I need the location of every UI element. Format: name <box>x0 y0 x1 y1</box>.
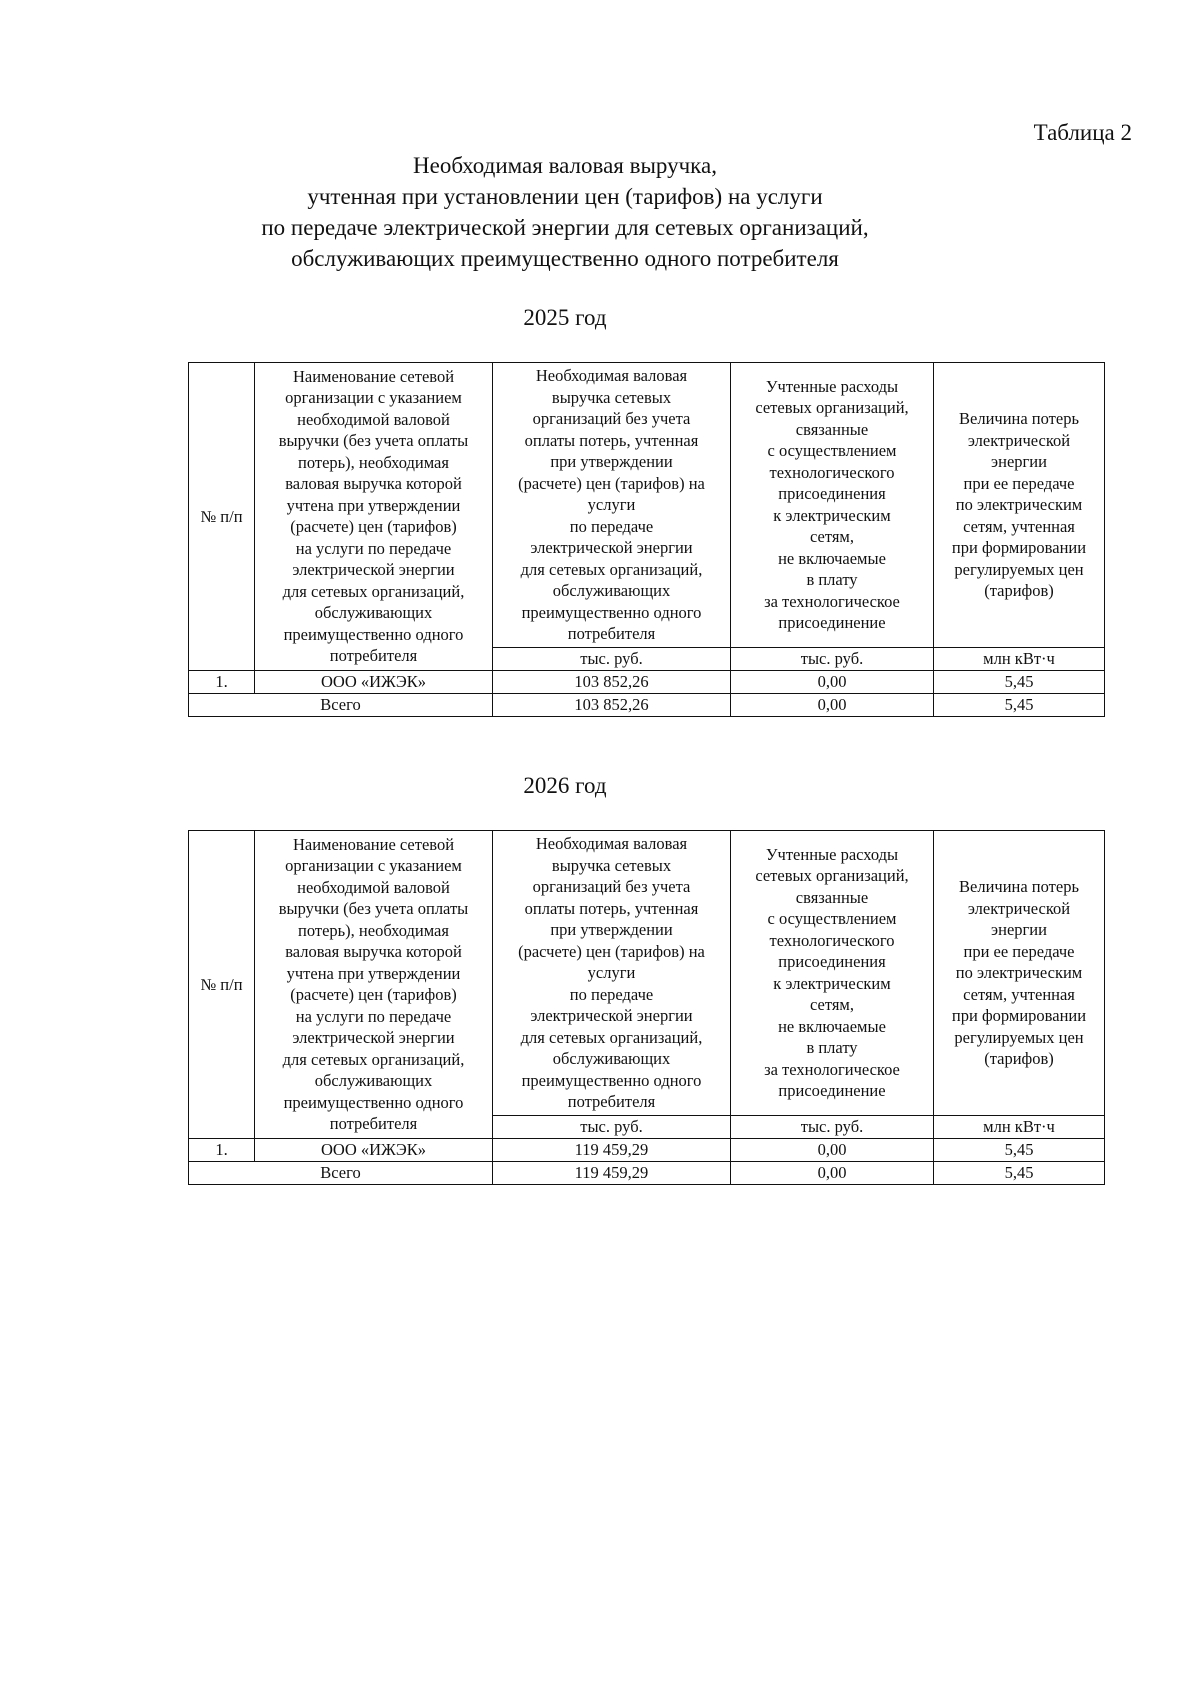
header-line: обслуживающих <box>552 1049 671 1068</box>
header-line: за технологическое <box>764 1059 900 1079</box>
header-line: потребителя <box>567 1092 656 1111</box>
header-line: сетям, учтенная <box>963 984 1075 1004</box>
header-line: услуги <box>587 495 636 514</box>
header-line: необходимой валовой <box>297 877 450 897</box>
unit-losses: млн кВт·ч <box>934 1115 1105 1138</box>
header-line: (тарифов) <box>984 581 1054 600</box>
revenue-table-2026 <box>188 830 1105 1185</box>
header-line: регулируемых цен <box>954 559 1084 579</box>
total-costs: 0,00 <box>731 693 934 716</box>
header-line: при формировании <box>951 538 1087 557</box>
header-line: учтена при утверждении <box>286 963 461 983</box>
header-line: не включаемые <box>778 548 886 568</box>
header-line: технологического <box>769 930 895 950</box>
header-line: (расчете) цен (тарифов) <box>290 517 457 537</box>
header-line: потерь), необходимая <box>298 920 449 940</box>
header-line: организации с указанием <box>285 388 462 408</box>
header-line: не включаемые <box>778 1016 886 1036</box>
header-line: Наименование сетевой <box>292 366 455 386</box>
total-label: Всего <box>189 693 493 716</box>
header-line: потребителя <box>329 1114 418 1134</box>
header-line: связанные <box>795 419 869 439</box>
col-header-num: № п/п <box>189 831 255 1139</box>
unit-costs: тыс. руб. <box>731 647 934 670</box>
costs-value: 0,00 <box>731 670 934 693</box>
table-row <box>189 1138 1105 1161</box>
costs-value: 0,00 <box>731 1138 934 1161</box>
losses-value: 5,45 <box>934 670 1105 693</box>
header-line: преимущественно одного <box>283 1092 464 1112</box>
header-line: при формировании <box>951 1006 1087 1025</box>
organization-name: ООО «ИЖЭК» <box>255 1138 493 1161</box>
header-line: при утверждении <box>550 452 673 471</box>
total-costs: 0,00 <box>731 1161 934 1184</box>
header-line: Учтенные расходы <box>765 844 899 864</box>
header-line: обслуживающих <box>314 603 433 623</box>
header-line: обслуживающих <box>314 1071 433 1091</box>
header-line: сетям, <box>810 995 854 1015</box>
revenue-table-2025 <box>188 362 1105 717</box>
header-line: энергии <box>991 452 1047 471</box>
col-header-revenue <box>493 363 731 648</box>
header-line: выручка сетевых <box>551 855 672 875</box>
header-line: для сетевых организаций, <box>282 1049 465 1069</box>
header-line: электрической энергии <box>292 1028 455 1048</box>
header-line: (расчете) цен (тарифов) <box>290 985 457 1005</box>
header-line: электрической энергии <box>530 1006 693 1025</box>
header-line: потребителя <box>567 624 656 643</box>
header-line: сетевых организаций, <box>755 866 909 886</box>
header-line: по электрическим <box>955 963 1083 982</box>
total-losses: 5,45 <box>934 1161 1105 1184</box>
col-header-name <box>255 831 493 1139</box>
revenue-value: 119 459,29 <box>493 1138 731 1161</box>
col-header-costs <box>731 831 934 1116</box>
header-line: в плату <box>806 570 858 590</box>
header-line: организации с указанием <box>285 856 462 876</box>
header-line: сетям, <box>810 527 854 547</box>
header-line: преимущественно одного <box>521 602 702 622</box>
heading-line: учтенная при установлении цен (тарифов) на услуги <box>307 184 823 209</box>
header-line: в плату <box>806 1038 858 1058</box>
revenue-value: 103 852,26 <box>493 670 731 693</box>
header-line: учтена при утверждении <box>286 495 461 515</box>
header-line: при ее передаче <box>963 473 1075 493</box>
header-line: для сетевых организаций, <box>520 559 703 579</box>
header-line: присоединения <box>778 484 886 504</box>
header-line: присоединения <box>778 952 886 972</box>
header-line: Величина потерь <box>959 877 1079 896</box>
header-line: валовая выручка которой <box>285 474 462 494</box>
header-line: сетям, учтенная <box>963 516 1075 536</box>
heading-line: Необходимая валовая выручка, <box>413 153 717 178</box>
header-line: выручка сетевых <box>551 387 672 407</box>
header-line: Необходимая валовая <box>535 834 688 853</box>
header-line: присоединение <box>778 613 886 633</box>
header-line: на услуги по передаче <box>295 538 452 558</box>
header-line: по передаче <box>569 516 654 536</box>
header-line: с осуществлением <box>767 909 897 929</box>
unit-costs: тыс. руб. <box>731 1115 934 1138</box>
header-line: преимущественно одного <box>283 624 464 644</box>
header-row <box>189 363 1105 648</box>
header-line: (тарифов) <box>984 1049 1054 1068</box>
header-line: по передаче <box>569 984 654 1004</box>
total-revenue: 119 459,29 <box>493 1161 731 1184</box>
col-header-name <box>255 363 493 671</box>
header-line: электрической <box>967 430 1071 450</box>
col-header-losses <box>934 831 1105 1116</box>
header-line: выручки (без учета оплаты <box>278 899 469 919</box>
header-line: организаций без учета <box>532 877 691 896</box>
total-losses: 5,45 <box>934 693 1105 716</box>
total-row <box>189 693 1105 716</box>
header-line: для сетевых организаций, <box>282 581 465 601</box>
row-number: 1. <box>189 1138 255 1161</box>
year-heading-2025: 2025 год <box>523 305 607 330</box>
total-label: Всего <box>189 1161 493 1184</box>
header-line: преимущественно одного <box>521 1070 702 1090</box>
header-line: Наименование сетевой <box>292 834 455 854</box>
header-line: оплаты потерь, учтенная <box>524 430 699 450</box>
unit-revenue: тыс. руб. <box>493 1115 731 1138</box>
header-line: технологического <box>769 462 895 482</box>
total-revenue: 103 852,26 <box>493 693 731 716</box>
header-line: услуги <box>587 963 636 982</box>
unit-revenue: тыс. руб. <box>493 647 731 670</box>
header-line: присоединение <box>778 1081 886 1101</box>
header-line: при утверждении <box>550 920 673 939</box>
header-line: обслуживающих <box>552 581 671 600</box>
header-line: Учтенные расходы <box>765 376 899 396</box>
header-line: электрической <box>967 898 1071 918</box>
col-header-num: № п/п <box>189 363 255 671</box>
header-line: при ее передаче <box>963 941 1075 961</box>
col-header-costs <box>731 363 934 648</box>
header-line: электрической энергии <box>292 560 455 580</box>
header-line: к электрическим <box>773 973 891 993</box>
header-line: Необходимая валовая <box>535 366 688 385</box>
header-line: необходимой валовой <box>297 409 450 429</box>
header-row <box>189 831 1105 1116</box>
header-line: организаций без учета <box>532 409 691 428</box>
header-line: к электрическим <box>773 505 891 525</box>
unit-losses: млн кВт·ч <box>934 647 1105 670</box>
heading-line: обслуживающих преимущественно одного потребителя <box>291 246 839 271</box>
header-line: (расчете) цен (тарифов) на <box>518 941 705 961</box>
header-line: потерь), необходимая <box>298 452 449 472</box>
header-line: для сетевых организаций, <box>520 1027 703 1047</box>
header-line: регулируемых цен <box>954 1027 1084 1047</box>
header-line: по электрическим <box>955 495 1083 514</box>
header-line: валовая выручка которой <box>285 942 462 962</box>
year-heading-2026: 2026 год <box>523 773 607 798</box>
header-line: выручки (без учета оплаты <box>278 431 469 451</box>
header-line: потребителя <box>329 646 418 666</box>
header-line: за технологическое <box>764 591 900 611</box>
header-line: с осуществлением <box>767 441 897 461</box>
header-line: связанные <box>795 887 869 907</box>
col-header-losses <box>934 363 1105 648</box>
row-number: 1. <box>189 670 255 693</box>
header-line: Величина потерь <box>959 409 1079 428</box>
header-line: сетевых организаций, <box>755 398 909 418</box>
header-line: на услуги по передаче <box>295 1006 452 1026</box>
document-heading <box>190 150 940 274</box>
header-line: оплаты потерь, учтенная <box>524 898 699 918</box>
header-line: (расчете) цен (тарифов) на <box>518 473 705 493</box>
table-number-label: Таблица 2 <box>1033 120 1132 145</box>
total-row <box>189 1161 1105 1184</box>
heading-line: по передаче электрической энергии для сетевых организаций, <box>261 215 869 240</box>
header-line: электрической энергии <box>530 538 693 557</box>
losses-value: 5,45 <box>934 1138 1105 1161</box>
header-line: энергии <box>991 920 1047 939</box>
col-header-revenue <box>493 831 731 1116</box>
table-row <box>189 670 1105 693</box>
organization-name: ООО «ИЖЭК» <box>255 670 493 693</box>
